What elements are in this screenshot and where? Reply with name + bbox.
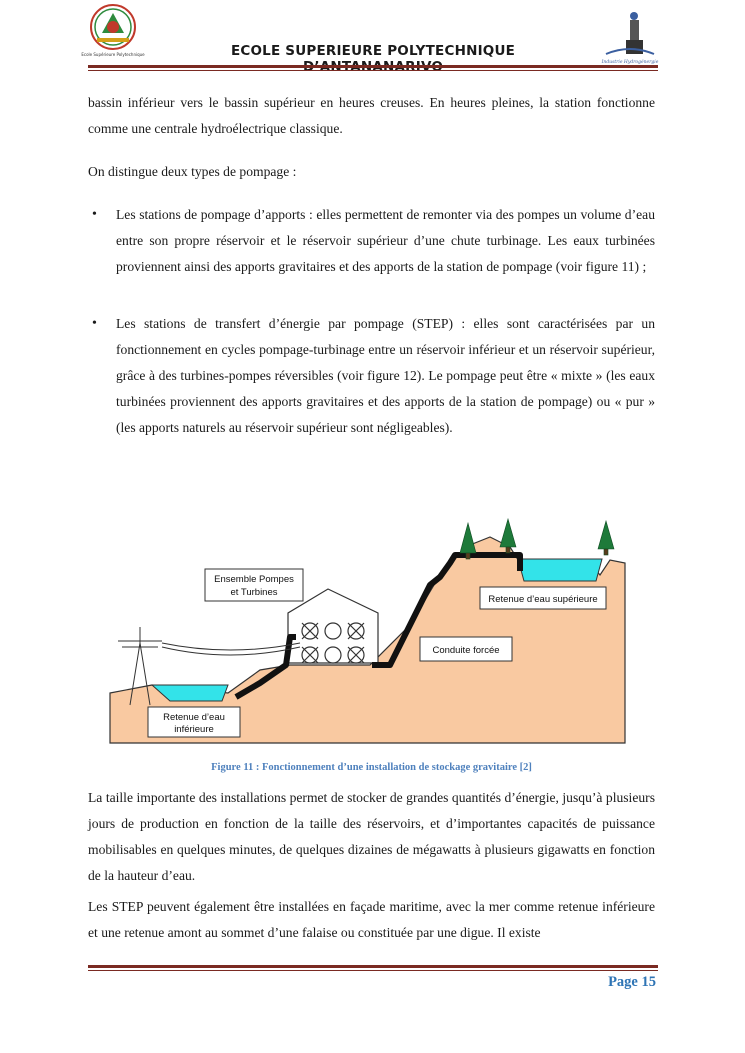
capacity-paragraph: La taille importante des installations permet de stocker de grandes quantités d’énergie, jusqu’à plusieurs jours de production en fonction de la taille des réservoirs, et d’importantes capacités de puissance mobilisables en quelques minutes, de quelques dizaines de mégawatts à plusieurs gigawatts en fonction de la hauteur d’eau.: [88, 790, 655, 883]
school-logo: [81, 3, 145, 59]
label-upper-reservoir: [480, 587, 606, 609]
header-rule-thin: [88, 70, 658, 71]
label-lower-line1: Retenue d’eau: [163, 712, 225, 723]
hydrogen-logo: [601, 8, 659, 66]
figure-caption: Figure 11 : Fonctionnement d’une installation de stockage gravitaire [2]: [211, 762, 532, 773]
school-logo-caption: Ecole Supérieure Polytechnique: [81, 52, 145, 57]
hydrogen-logo-caption: Industrie Hydrogénergie: [601, 60, 659, 65]
label-pumps-line2: et Turbines: [230, 587, 278, 598]
label-upper-reservoir-text: Retenue d’eau supérieure: [488, 594, 598, 605]
bullet-text: Les stations de pompage d’apports : elles permettent de remonter via des pompes un volume d’eau entre son propre réservoir et le réservoir supérieur d’une chute turbinage. Les eaux turbinées proviennent ainsi des apports gravitaires et des apports de la station de pompage (voir figure 11) ;: [116, 207, 655, 274]
gravity-storage-diagram: [110, 515, 630, 745]
maritime-paragraph: Les STEP peuvent également être installées en façade maritime, avec la mer comme retenue inférieure et une retenue amont au sommet d’une falaise ou constituée par une digue. Il existe: [88, 899, 655, 940]
header-rule-thick: [88, 65, 658, 68]
label-penstock: [420, 637, 512, 661]
pumping-types-intro: On distingue deux types de pompage :: [88, 164, 297, 179]
bullet-dot: •: [92, 316, 97, 331]
footer-rule-thin: [88, 970, 658, 971]
label-lower-reservoir: [148, 707, 240, 737]
label-pumps-turbines: [205, 569, 303, 601]
bullet-text: Les stations de transfert d’énergie par pompage (STEP) : elles sont caractérisées par un fonctionnement en cycles pompage-turbinage entre un réservoir inférieur et un réservoir supérieur, grâce à des turbines-pompes réversibles (voir figure 12). Le pompage peut être « mixte » (les eaux turbinées proviennent des apports gravitaires et des apports de la station de pompage) ou « pur » (les apports naturels au réservoir supérieur sont négligeables).: [116, 316, 655, 435]
label-lower-line2: inférieure: [174, 724, 214, 735]
label-pumps-line1: Ensemble Pompes: [214, 574, 294, 585]
label-penstock-text: Conduite forcée: [432, 645, 500, 656]
footer-rule-thick: [88, 965, 658, 968]
school-title: ECOLE SUPERIEURE POLYTECHNIQUE: [230, 43, 516, 59]
page-number: Page 15: [608, 974, 656, 990]
bullet-dot: •: [92, 207, 97, 222]
upper-reservoir-water: [518, 559, 602, 581]
intro-paragraph: bassin inférieur vers le bassin supérieur en heures creuses. En heures pleines, la station fonctionne comme une centrale hydroélectrique classique.: [88, 95, 655, 136]
